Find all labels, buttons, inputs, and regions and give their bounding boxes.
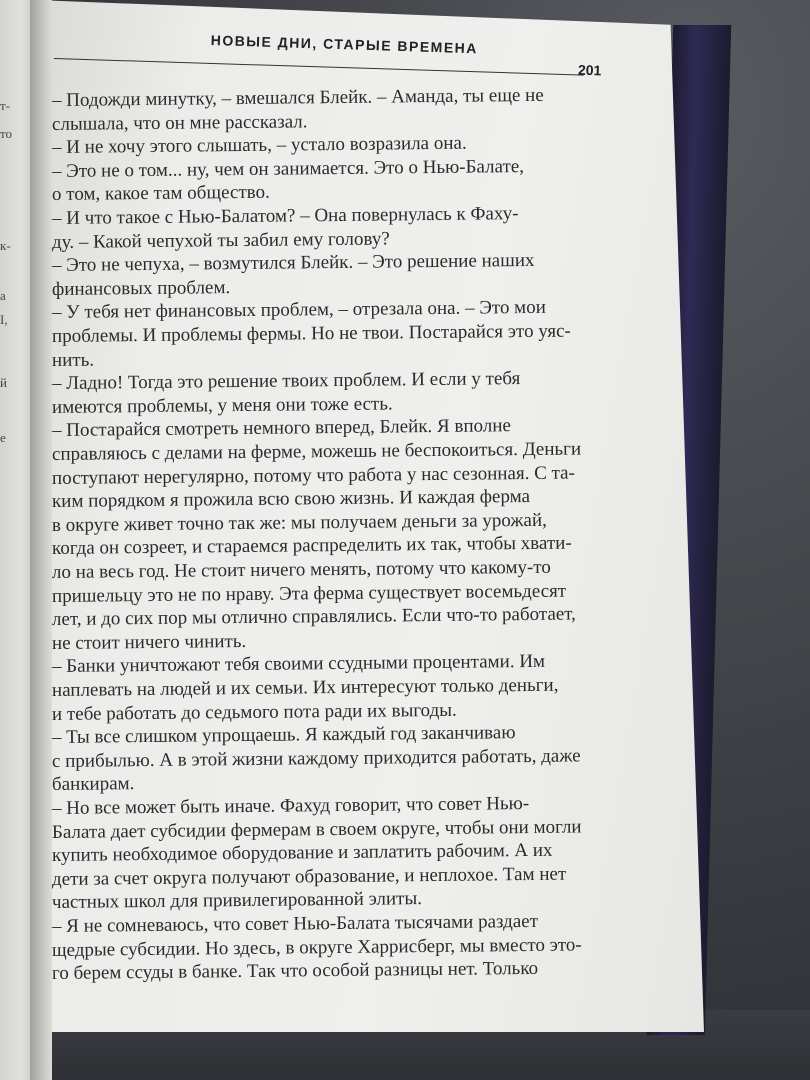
text-line: ду. – Какой чепухой ты забил ему голову? <box>51 228 390 253</box>
text-line: – Постарайся смотреть немного вперед, Блейк. Я вполне <box>51 415 512 442</box>
text-line: Балата дает субсидии фермерам в своем округе, чтобы они могли <box>51 816 582 843</box>
text-line: справляюсь с делами на ферме, можешь не беспокоиться. Деньги <box>51 438 582 465</box>
text-line: нить. <box>51 349 95 371</box>
left-fragment: е <box>0 430 6 445</box>
text-line: проблемы. И проблемы фермы. Но не твои. Постарайся это уяс- <box>51 320 571 347</box>
left-fragment: то <box>0 126 13 141</box>
text-line: дети за счет округа получают образование, и неплохое. Там нет <box>51 863 567 890</box>
text-line: финансовых проблем. <box>51 276 231 300</box>
header-rule <box>54 58 584 76</box>
text-line: слышала, что он мне рассказал. <box>51 110 308 135</box>
text-line: – Подожди минутку, – вмешался Блейк. – Аманда, ты еще не <box>51 84 544 111</box>
left-fragment: т- <box>0 98 11 113</box>
text-line: наплевать на людей и их семьи. Их интересуют только деньги, <box>51 674 559 701</box>
text-line: – Ладно! Тогда это решение твоих проблем. И если у тебя <box>51 368 521 395</box>
left-fragment: й <box>0 375 7 390</box>
text-line: щедрые субсидии. Но здесь, в округе Харрисберг, мы вместо это- <box>51 934 582 961</box>
text-line: – Банки уничтожают тебя своими ссудными процентами. Им <box>51 651 546 678</box>
left-page-edge <box>0 0 34 1080</box>
text-line: – Я не сомневаюсь, что совет Нью-Балата тысячами раздает <box>51 910 539 937</box>
running-header: НОВЫЕ ДНИ, СТАРЫЕ ВРЕМЕНА <box>210 32 479 57</box>
text-line: не стоит ничего чинить. <box>51 630 247 654</box>
text-line: ло на весь год. Не стоит ничего менять, потому что какому-то <box>51 556 551 583</box>
left-fragment: к- <box>0 238 11 253</box>
text-line: го берем ссуды в банке. Так что особой разницы нет. Только <box>51 958 539 985</box>
text-line: в округе живет точно так же: мы получаем деньги за урожай, <box>51 509 547 536</box>
text-line: поступают нерегулярно, потому что работа у нас сезонная. С та- <box>51 462 575 489</box>
text-line: когда он созреет, и стараемся распределить их так, чтобы хвати- <box>51 532 572 560</box>
page-content <box>36 0 704 1032</box>
left-fragment: I, <box>0 312 8 327</box>
text-line: ким порядком я прожила всю свою жизнь. И каждая ферма <box>51 486 531 513</box>
text-line: – Это не чепуха, – возмутился Блейк. – Это решение наших <box>51 250 535 277</box>
text-line: с прибылью. А в этой жизни каждому приходится работать, даже <box>51 745 581 772</box>
text-line: частных школ для привилегированной элиты. <box>51 888 423 914</box>
page-number: 201 <box>577 61 602 79</box>
text-line: о том, какое там общество. <box>51 182 270 206</box>
text-line: купить необходимое оборудование и заплатить рабочим. А их <box>51 839 553 867</box>
text-line: пришельцу это не по нраву. Эта ферма существует восемьдесят <box>51 580 567 607</box>
text-line: – Но все может быть иначе. Фахуд говорит, что совет Нью- <box>51 793 530 819</box>
text-line: лет, и до сих пор мы отлично справлялись. Если что-то работает, <box>51 603 576 631</box>
left-fragment: а <box>0 288 6 303</box>
text-line: – И не хочу этого слышать, – устало возразила она. <box>51 132 467 159</box>
text-line: – Это не о том... ну, чем он занимается. Это о Нью-Балате, <box>51 155 525 182</box>
left-page-text-fragments <box>0 60 30 500</box>
text-line: имеются проблемы, у меня они тоже есть. <box>51 393 393 418</box>
text-line: – И что такое с Нью-Балатом? – Она повернулась к Фаху- <box>51 203 519 229</box>
text-line: – У тебя нет финансовых проблем, – отрезала она. – Это мои <box>51 297 546 324</box>
text-line: – Ты все слишком упрощаешь. Я каждый год заканчиваю <box>51 722 516 749</box>
text-line: и тебе работать до седьмого пота ради их выгоды. <box>51 699 457 725</box>
text-line: банкирам. <box>51 773 135 796</box>
